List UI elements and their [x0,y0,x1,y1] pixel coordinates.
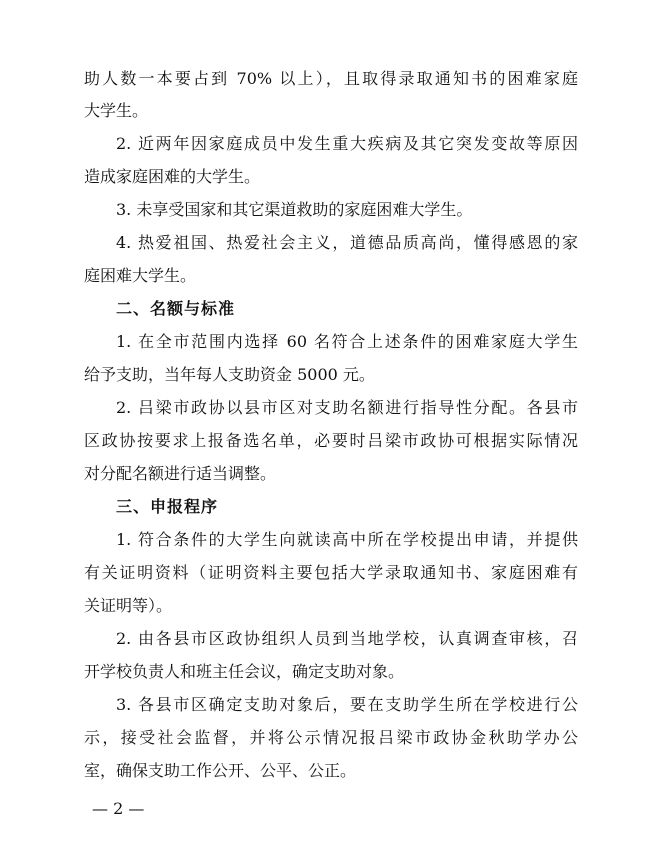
text-line: 3. 未享受国家和其它渠道救助的家庭困难大学生。 [116,200,473,219]
text-line: 1. 符合条件的大学生向就读高中所在学校提出申请，并提供 [116,530,578,549]
text-line: 造成家庭困难的大学生。 [84,167,261,186]
text-line: 关证明等）。 [84,596,173,615]
text-line: 区政协按要求上报备选名单，必要时吕梁市政协可根据实际情况 [84,431,578,450]
text-line: 2. 由各县市区政协组织人员到当地学校，认真调查审核，召 [116,629,578,648]
text-line: 室，确保支助工作公开、公平、公正。 [84,761,357,780]
text-line: 3. 各县市区确定支助对象后，要在支助学生所在学校进行公 [116,695,578,714]
text-line: 开学校负责人和班主任会议，确定支助对象。 [84,662,405,681]
text-line: 给予支助，当年每人支助资金 5000 元。 [84,365,375,384]
section-heading: 三、申报程序 [116,497,219,516]
text-line: 2. 近两年因家庭成员中发生重大疾病及其它突发变故等原因 [116,134,578,153]
text-line: 2. 吕梁市政协以县市区对支助名额进行指导性分配。各县市 [116,398,578,417]
text-line: 对分配名额进行适当调整。 [84,464,277,483]
text-line: 庭困难大学生。 [84,266,197,285]
text-line: 4. 热爱祖国、热爱社会主义，道德品质高尚，懂得感恩的家 [116,233,578,252]
section-heading: 二、名额与标准 [116,299,236,318]
page-number: — 2 — [92,799,145,818]
text-line: 1. 在全市范围内选择 60 名符合上述条件的困难家庭大学生 [116,332,578,351]
text-line: 助人数一本要占到 70% 以上），且取得录取通知书的困难家庭 [84,69,578,88]
text-line: 大学生。 [84,101,149,120]
text-line: 示，接受社会监督，并将公示情况报吕梁市政协金秋助学办公 [84,728,578,747]
text-line: 有关证明资料（证明资料主要包括大学录取通知书、家庭困难有 [84,563,578,582]
